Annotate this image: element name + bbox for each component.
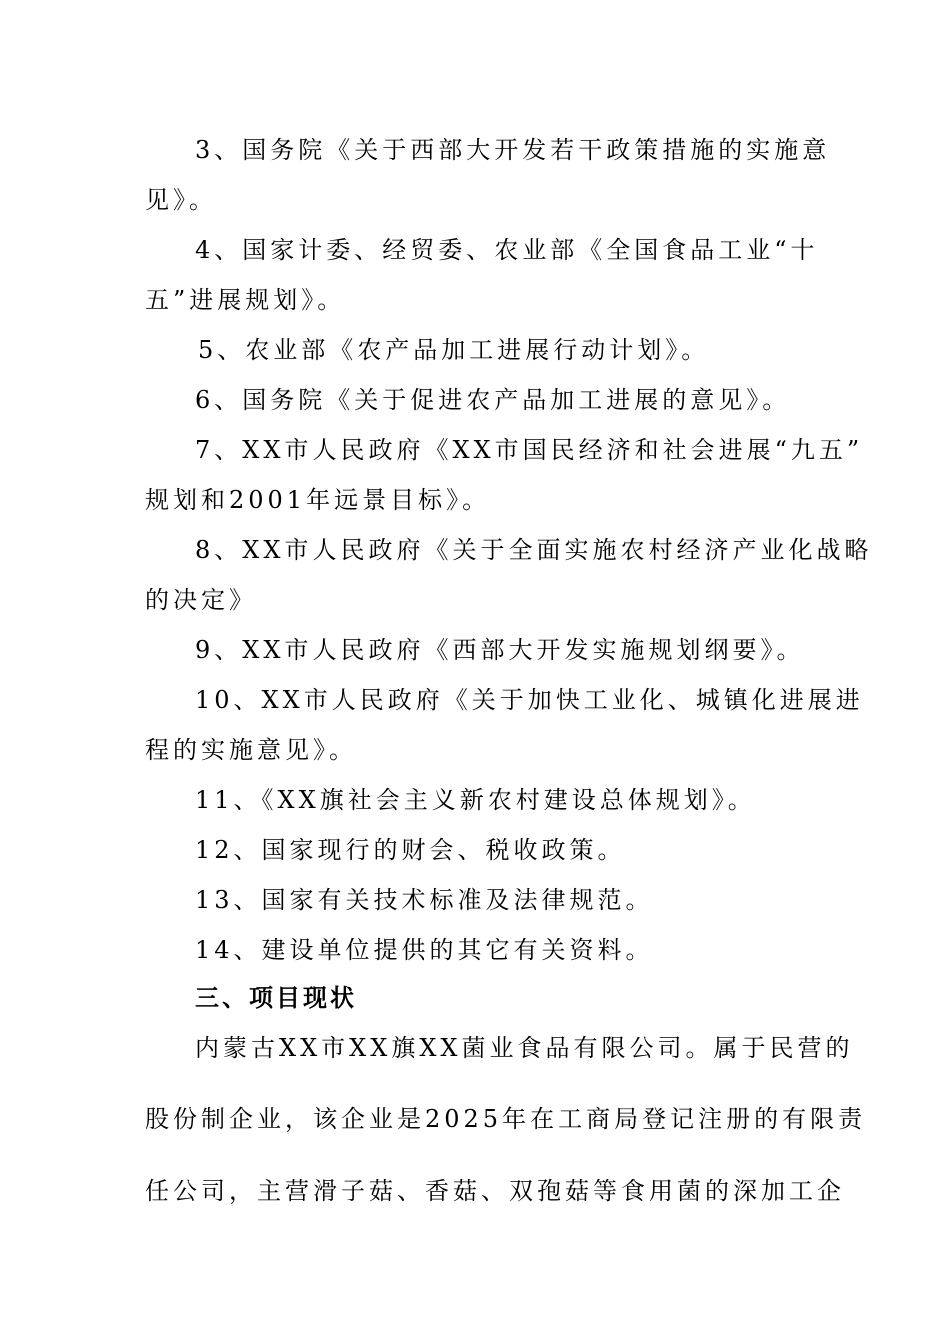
paragraph-line-3: 任公司，主营滑子菇、香菇、双孢菇等食用菌的深加工企	[145, 1177, 845, 1205]
list-item-14: 14、建设单位提供的其它有关资料。	[195, 936, 654, 964]
list-item-4-line-1: 4、国家计委、经贸委、农业部《全国食品工业“十	[195, 236, 819, 264]
list-item-12: 12、国家现行的财会、税收政策。	[195, 836, 626, 864]
list-item-9: 9、XX市人民政府《西部大开发实施规划纲要》。	[195, 636, 805, 664]
list-item-8-line-1: 8、XX市人民政府《关于全面实施农村经济产业化战略	[195, 536, 873, 564]
paragraph-line-1: 内蒙古XX市XX旗XX菌业食品有限公司。属于民营的	[195, 1034, 854, 1062]
list-item-4-line-2: 五”进展规划》。	[145, 286, 346, 314]
list-item-10-line-2: 程的实施意见》。	[145, 736, 357, 764]
list-item-10-line-1: 10、XX市人民政府《关于加快工业化、城镇化进展进	[195, 686, 864, 714]
list-item-8-line-2: 的决定》	[145, 586, 257, 614]
list-item-13: 13、国家有关技术标准及法律规范。	[195, 886, 654, 914]
list-item-3-line-1: 3、国务院《关于西部大开发若干政策措施的实施意	[195, 136, 831, 164]
list-item-6: 6、国务院《关于促进农产品加工进展的意见》。	[195, 386, 791, 414]
list-item-3-line-2: 见》。	[145, 186, 217, 214]
paragraph-line-2: 股份制企业，该企业是2025年在工商局登记注册的有限责	[145, 1105, 867, 1133]
list-item-5: 5、农业部《农产品加工进展行动计划》。	[198, 336, 710, 364]
list-item-7-line-2: 规划和2001年远景目标》。	[145, 486, 491, 514]
list-item-11: 11、《XX旗社会主义新农村建设总体规划》。	[195, 786, 756, 814]
section-heading: 三、项目现状	[195, 984, 357, 1012]
list-item-7-line-1: 7、XX市人民政府《XX市国民经济和社会进展“九五”	[195, 436, 864, 464]
